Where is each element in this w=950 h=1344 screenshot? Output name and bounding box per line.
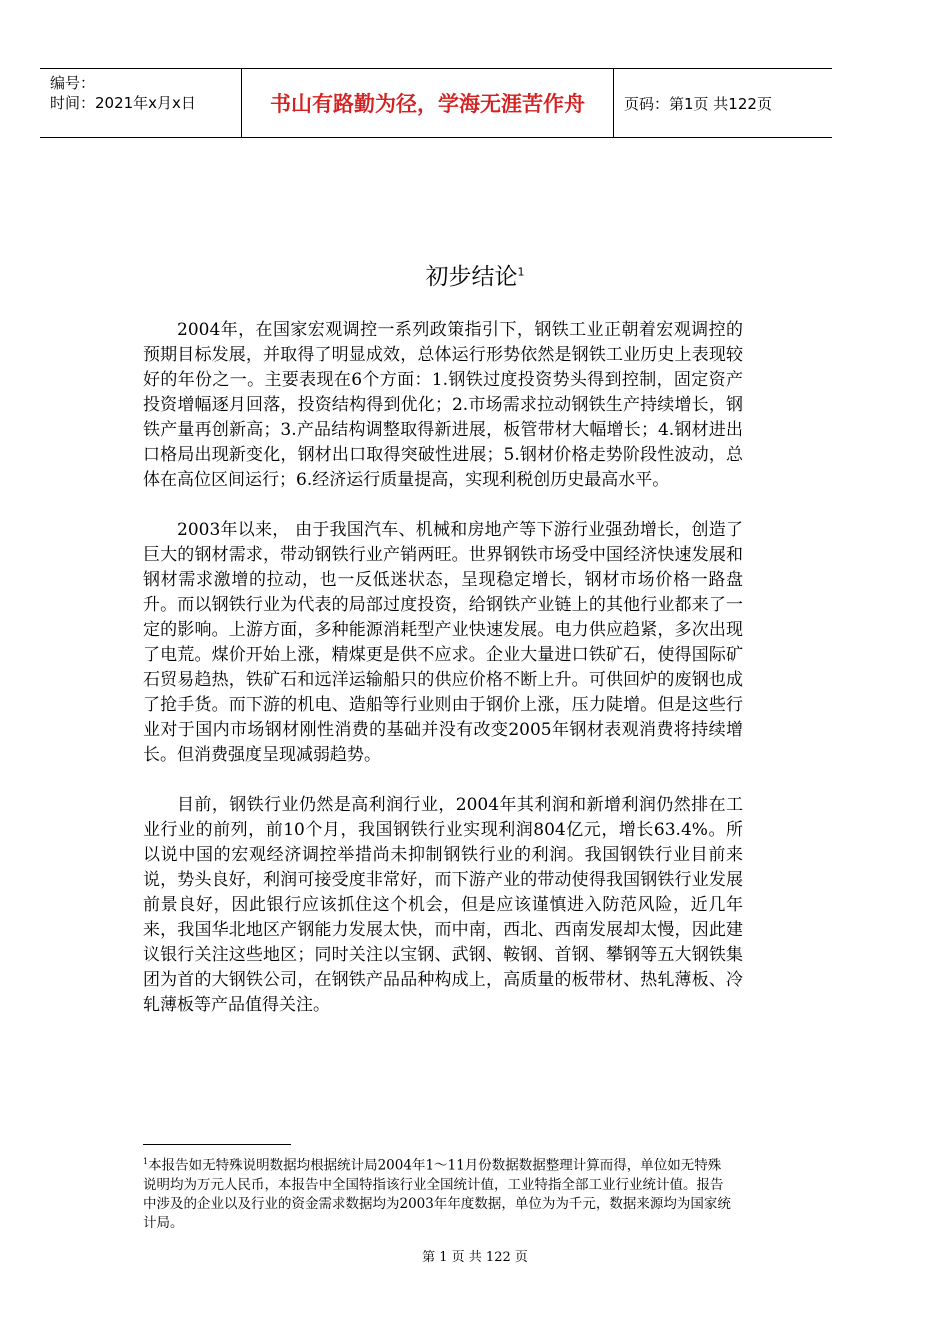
document-number-label: 编号： <box>50 74 96 92</box>
body-paragraph: 2003年以来， 由于我国汽车、机械和房地产等下游行业强劲增长，创造了巨大的钢材需求，带动钢铁行业产销两旺。世界钢铁市场受中国经济快速发展和钢材需求激增的拉动，也一反低迷状态，呈现稳定增长，钢材市场价格一路盘升。而以钢铁行业为代表的局部过度投资，给钢铁产业链上的其他行业都来了一定的影响。上游方面，多种能源消耗型产业快速发展。电力供应趋紧，多次出现了电荒。煤价开始上涨，精煤更是供不应求。企业大量进口铁矿石，使得国际矿石贸易趋热，铁矿石和远洋运输船只的供应价格不断上升。可供回炉的废钢也成了抢手货。而下游的机电、造船等行业则由于钢价上涨，压力陡增。但是这些行业对于国内市场钢材刚性消费的基础并没有改变2005年钢材表观消费将持续增长。但消费强度呈现减弱趋势。 <box>143 520 743 765</box>
footnote-divider <box>143 1144 291 1145</box>
header-page-label: 页码：第1页 共122页 <box>624 94 772 113</box>
footnote-mark: 1 <box>143 1157 149 1166</box>
document-title <box>0 258 950 291</box>
header-motto: 书山有路勤为径，学海无涯苦作舟 <box>242 69 614 137</box>
title-footnote-mark: 1 <box>517 265 525 279</box>
document-time-label: 时间：2021年x月x日 <box>50 94 196 112</box>
footnote-text: 本报告如无特殊说明数据均根据统计局2004年1～11月份数据数据整理计算而得，单位如无特殊说明均为万元人民币，本报告中全国特指该行业全国统计值，工业特指全部工业行业统计值。报告中涉及的企业以及行业的资金需求数据均为2003年年度数据，单位为为千元，数据来源均为国家统计局。 <box>143 1157 731 1231</box>
header-meta <box>40 69 242 137</box>
page-number-footer: 第 1 页 共 122 页 <box>422 1250 528 1265</box>
document-body <box>143 318 743 1043</box>
page-header <box>40 68 832 138</box>
body-paragraph: 目前，钢铁行业仍然是高利润行业，2004年其利润和新增利润仍然排在工业行业的前列，前10个月，我国钢铁行业实现利润804亿元，增长63.4%。所以说中国的宏观经济调控举措尚未抑制钢铁行业的利润。我国钢铁行业目前来说，势头良好，利润可接受度非常好，而下游产业的带动使得我国钢铁行业发展前景良好，因此银行应该抓住这个机会，但是应该谨慎进入防范风险，近几年来，我国华北地区产钢能力发展太快，而中南，西北、西南发展却太慢，因此建议银行关注这些地区；同时关注以宝钢、武钢、鞍钢、首钢、攀钢等五大钢铁集团为首的大钢铁公司，在钢铁产品品种构成上，高质量的板带材、热轧薄板、冷轧薄板等产品值得关注。 <box>143 795 743 1015</box>
body-paragraph: 2004年，在国家宏观调控一系列政策指引下，钢铁工业正朝着宏观调控的预期目标发展，并取得了明显成效，总体运行形势依然是钢铁工业历史上表现较好的年份之一。主要表现在6个方面：1.钢铁过度投资势头得到控制，固定资产投资增幅逐月回落，投资结构得到优化；2.市场需求拉动钢铁生产持续增长，钢铁产量再创新高；3.产品结构调整取得新进展，板管带材大幅增长；4.钢材进出口格局出现新变化，钢材出口取得突破性进展；5.钢材价格走势阶段性波动，总体在高位区间运行；6.经济运行质量提高，实现利税创历史最高水平。 <box>143 320 743 490</box>
footnote <box>143 1152 733 1233</box>
title-text: 初步结论 <box>425 264 518 290</box>
